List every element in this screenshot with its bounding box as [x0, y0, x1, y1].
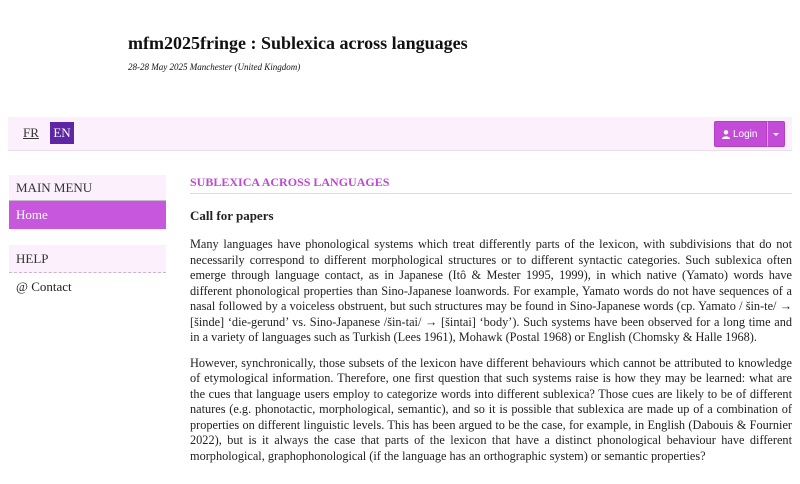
lang-en-button[interactable]: EN	[50, 122, 74, 144]
login-button[interactable]	[714, 121, 767, 147]
main-content	[190, 175, 792, 464]
lang-fr-link[interactable]: FR	[23, 125, 39, 140]
caret-down-icon	[773, 133, 779, 136]
user-icon	[722, 130, 730, 139]
top-bar	[8, 117, 792, 151]
login-dropdown-toggle[interactable]	[767, 121, 785, 147]
main-menu-title: MAIN MENU	[9, 175, 166, 201]
sidebar-item-contact[interactable]: @ Contact	[16, 279, 72, 294]
sidebar-item-home[interactable]: Home	[9, 201, 166, 229]
paragraph-2: However, synchronically, those subsets of the lexicon have different behaviours which cannot be attributed to knowledge of etymological information. Therefore, one first question that such systems raise is how they may be learned: what are the cues that language users employ to categorize words into different sublexica? Those cues are likely to be of different natures (e.g. phonotactic, morphological, semantic), and so it is possible that sublexica are made up of a combination of properties on different linguistic levels. This has been argued to be the case, for example, in English (Dabouis & Fournier 2022), but is it always the case that parts of the lexicon that have a distinct phonological behaviour have different morphological, graphophonological (if the language has an orthographic system) or semantic properties?	[190, 355, 792, 463]
login-label: Login	[733, 129, 758, 140]
paragraph-1: Many languages have phonological systems which treat differently parts of the lexicon, with subdivisions that do not necessarily correspond to different morphological structures or to different syntactic categories. Such sublexica often emerge through language contact, as in Japanese (Itô & Mester 1995, 1999), in which native (Yamato) words have different phonological properties than Sino-Japanese loanwords. For example, Yamato words do not have sequences of a nasal followed by a voiceless obstruent, but such structures may be found in Sino-Japanese words (cp. Yamato / šin-te/ → [šinde] ‘die-gerund’ vs. Sino-Japanese /šin-tai/ → [šintai] ‘body’). Such systems have been observed for a long time and in a variety of languages such as Turkish (Lees 1961), Mohawk (Postal 1968) or English (Chomsky & Halle 1968).	[190, 237, 792, 344]
page-subtitle: 28-28 May 2025 Manchester (United Kingdom)	[128, 62, 301, 72]
page-title: mfm2025fringe : Sublexica across languages	[128, 33, 468, 53]
section-title: SUBLEXICA ACROSS LANGUAGES	[190, 175, 792, 194]
call-for-papers-heading: Call for papers	[190, 208, 274, 223]
help-title: HELP	[9, 245, 166, 273]
sidebar	[9, 175, 166, 301]
